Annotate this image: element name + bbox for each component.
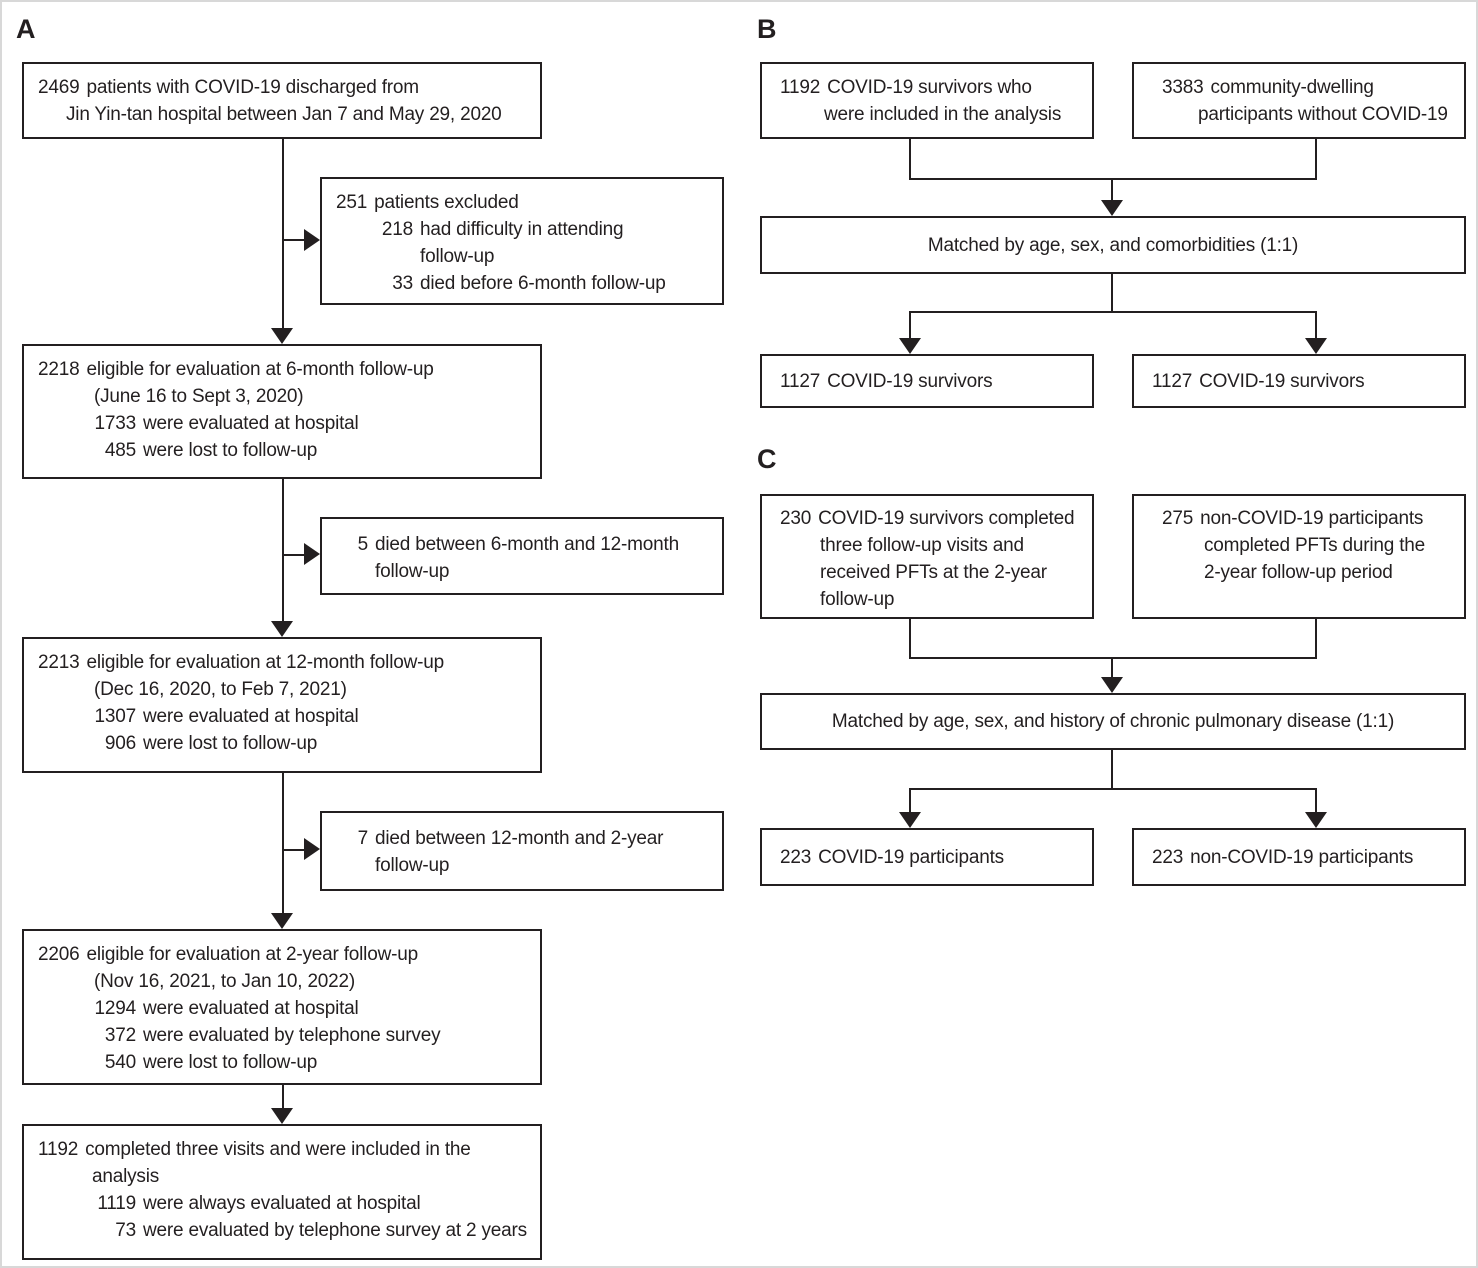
box-died-12month-2year [320,811,724,891]
connector-line [909,178,1317,180]
connector-line [282,479,284,621]
panel-a-label: A [16,14,36,44]
box-line [762,532,1092,559]
connector-line [909,619,911,659]
line-text: follow-up [375,561,450,582]
panel-c-label: C [757,444,777,474]
connector-line [1315,311,1317,340]
arrow-down-icon [271,621,293,637]
connector-line [909,788,1317,790]
box-line [24,1049,540,1076]
line-text: were lost to follow-up [143,733,318,754]
box-line [762,844,1092,871]
connector-line [1315,139,1317,180]
arrow-down-icon [1305,812,1327,828]
arrow-down-icon [1305,338,1327,354]
box-line [762,586,1092,613]
line-text: (June 16 to Sept 3, 2020) [94,386,304,407]
box-line [1134,844,1464,871]
box-line [762,505,1092,532]
connector-line [283,554,305,556]
line-text: COVID-19 participants [818,846,1004,868]
line-text: were evaluated by telephone survey [143,1025,441,1046]
box-line [322,825,722,852]
matched-text: Matched by age, sex, and history of chronic pulmonary disease (1:1) [831,711,1395,732]
line-number: 218 [381,219,413,240]
line-text: COVID-19 survivors completed [818,508,1075,529]
box-b-matched-survivors-left [760,354,1094,408]
box-c-noncovid-pft [1132,494,1466,619]
line-text: received PFTs at the 2-year [820,562,1047,583]
line-number: 1733 [94,413,136,434]
box-line [1134,532,1464,559]
box-line [24,410,540,437]
line-text: follow-up [375,855,450,876]
line-text: were included in the analysis [824,104,1062,125]
line-number: 2218 [38,359,80,380]
line-number: 485 [104,440,136,461]
box-line [24,730,540,757]
box-included-analysis [22,1124,542,1260]
connector-line [1315,788,1317,814]
matched-text: Matched by age, sex, and comorbidities (1:1) [927,234,1299,256]
line-text: follow-up [820,589,895,610]
box-line [24,995,540,1022]
line-number: 33 [392,273,413,294]
box-line [322,189,722,216]
line-text: patients with COVID-19 discharged from [86,77,419,98]
line-text: were lost to follow-up [143,440,318,461]
box-line [322,216,722,243]
arrow-down-icon [899,338,921,354]
box-line [1134,74,1464,101]
connector-line [909,311,1317,313]
line-text: completed three visits and were included in the [85,1139,471,1160]
line-text: 2-year follow-up period [1204,562,1393,583]
box-6month-followup [22,344,542,479]
box-line [322,531,722,558]
line-number: 1127 [1152,370,1193,392]
box-discharged [22,62,542,139]
line-text: eligible for evaluation at 2-year follow-up [86,944,418,965]
line-number: 73 [115,1220,136,1241]
box-line [24,941,540,968]
box-line [24,101,540,128]
line-text: completed PFTs during the [1204,535,1426,556]
box-line [762,559,1092,586]
connector-line [1111,178,1113,202]
line-number: 223 [780,846,812,868]
line-text: were evaluated at hospital [143,998,359,1019]
line-number: 1307 [94,706,136,727]
line-text: were always evaluated at hospital [143,1193,421,1214]
line-number: 5 [357,534,368,555]
arrow-down-icon [899,812,921,828]
line-text: had difficulty in attending [420,219,624,240]
box-line [24,1190,540,1217]
line-text: non-COVID-19 participants [1200,508,1424,529]
box-b-matched [760,216,1466,274]
connector-line [909,311,911,340]
line-text: (Nov 16, 2021, to Jan 10, 2022) [94,971,356,992]
arrow-right-icon [304,229,320,251]
connector-line [1315,619,1317,659]
box-line [762,101,1092,128]
line-number: 1127 [780,370,821,392]
box-b-covid-survivors [760,62,1094,139]
connector-line [1111,657,1113,679]
line-text: COVID-19 survivors [827,370,993,392]
connector-line [282,137,284,328]
line-text: (Dec 16, 2020, to Feb 7, 2021) [94,679,347,700]
line-text: follow-up [420,246,495,267]
box-line [1134,368,1464,395]
box-line [24,676,540,703]
connector-line [283,849,305,851]
box-c-covid-participants [760,828,1094,886]
connector-line [283,239,305,241]
box-c-noncovid-participants [1132,828,1466,886]
arrow-down-icon [271,328,293,344]
line-text: eligible for evaluation at 12-month follow-up [86,652,444,673]
arrow-down-icon [1101,677,1123,693]
line-text: died between 6-month and 12-month [375,534,679,555]
line-number: 1294 [94,998,136,1019]
box-line [24,437,540,464]
connector-line [282,1085,284,1108]
connector-line [282,773,284,913]
connector-line [909,139,911,180]
box-line [24,649,540,676]
line-text: died before 6-month follow-up [420,273,666,294]
line-text: COVID-19 survivors who [827,77,1032,98]
line-number: 2469 [38,77,80,98]
box-line [24,968,540,995]
box-line [24,1163,540,1190]
line-text: eligible for evaluation at 6-month follow-up [86,359,434,380]
line-text: three follow-up visits and [820,535,1024,556]
box-c-survivors-pft [760,494,1094,619]
box-line [1134,505,1464,532]
box-line [24,703,540,730]
box-line [762,368,1092,395]
arrow-down-icon [271,913,293,929]
box-b-community-participants [1132,62,1466,139]
box-line [24,74,540,101]
connector-line [1111,274,1113,313]
box-line [24,383,540,410]
box-line [24,1217,540,1244]
line-number: 2213 [38,652,80,673]
line-text: were evaluated by telephone survey at 2 years [143,1220,527,1241]
box-line [24,1022,540,1049]
line-number: 2206 [38,944,80,965]
box-died-6-12-month [320,517,724,595]
panel-b-label: B [757,14,777,44]
line-number: 251 [336,192,368,213]
box-line [322,270,722,297]
box-12month-followup [22,637,542,773]
line-number: 1192 [780,77,821,98]
arrow-right-icon [304,838,320,860]
box-line [762,74,1092,101]
line-number: 3383 [1162,77,1204,98]
box-line [322,558,722,585]
line-number: 906 [104,733,136,754]
line-text: non-COVID-19 participants [1190,846,1414,868]
box-line [322,243,722,270]
line-number: 1119 [97,1193,136,1214]
box-c-matched [760,693,1466,750]
line-text: analysis [92,1166,160,1187]
line-number: 275 [1162,508,1194,529]
line-number: 223 [1152,846,1184,868]
arrow-down-icon [1101,200,1123,216]
line-number: 540 [104,1052,136,1073]
line-text: patients excluded [374,192,519,213]
line-number: 230 [780,508,812,529]
box-line [24,1136,540,1163]
line-text: were evaluated at hospital [143,706,359,727]
line-text: were lost to follow-up [143,1052,318,1073]
box-b-matched-survivors-right [1132,354,1466,408]
line-text: died between 12-month and 2-year [375,828,664,849]
box-line [1134,101,1464,128]
box-line [322,852,722,879]
line-text: COVID-19 survivors [1199,370,1365,392]
line-number: 1192 [38,1139,79,1160]
box-2year-followup [22,929,542,1085]
connector-line [909,788,911,814]
arrow-down-icon [271,1108,293,1124]
box-line [24,356,540,383]
connector-line [909,657,1317,659]
box-line [1134,559,1464,586]
line-number: 7 [357,828,368,849]
line-text: were evaluated at hospital [143,413,359,434]
line-text: community-dwelling [1210,77,1374,98]
connector-line [1111,750,1113,790]
line-text: participants without COVID-19 [1198,104,1448,125]
box-excluded [320,177,724,305]
line-text: Jin Yin-tan hospital between Jan 7 and May 29, 2020 [66,104,502,125]
arrow-right-icon [304,543,320,565]
line-number: 372 [104,1025,136,1046]
